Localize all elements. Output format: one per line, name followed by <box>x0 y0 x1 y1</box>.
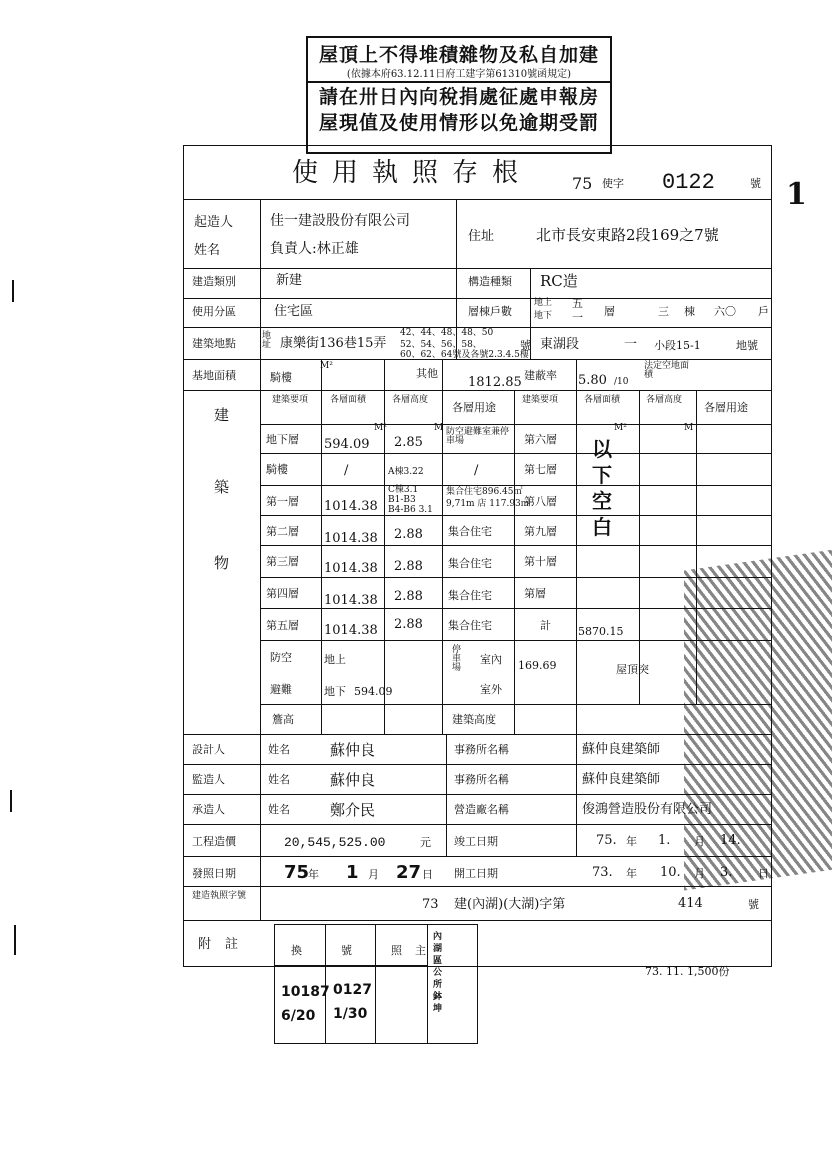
roof-protrusion: 屋頂突 <box>616 663 649 676</box>
floor-height: 2.88 <box>394 617 423 632</box>
col-use: 各層用途 <box>452 401 496 414</box>
year-unit: 年 <box>626 835 637 848</box>
permit-number: 0122 <box>662 170 715 195</box>
notice-line-1: 屋頂上不得堆積雜物及私自加建 <box>318 44 599 66</box>
done-day: 14. <box>720 833 741 848</box>
site-numbers-mid: 52、54、56、58、 <box>400 340 482 350</box>
site-address: 康樂街136巷15弄 <box>280 336 387 351</box>
issue-month-unit: 月 <box>368 868 379 881</box>
stamp-col-2: 號 <box>341 944 352 957</box>
shelter-below-value: 594.09 <box>354 685 393 698</box>
issue-year: 75 <box>284 862 310 883</box>
floor-height: 2.88 <box>394 527 423 542</box>
issue-day: 27 <box>396 862 422 883</box>
building-height: 建築高度 <box>452 713 496 726</box>
floor-c-height: C棟3.1 <box>388 485 419 495</box>
edge-tick <box>12 280 14 302</box>
floor-label: 第一層 <box>266 495 299 508</box>
supervisor-org-label: 事務所名稱 <box>454 773 509 786</box>
site-lot-suffix: 地號 <box>736 339 758 352</box>
shelter-ground: 地上 <box>324 653 346 666</box>
floor-label: 地下層 <box>266 433 299 446</box>
parking-indoor: 室內 <box>480 653 502 666</box>
floor-total: 5870.15 <box>578 625 624 638</box>
start-day-unit: 日 <box>758 867 769 880</box>
floor-use: / <box>474 463 479 478</box>
floor-area: 594.09 <box>324 437 370 452</box>
edge-tick <box>10 790 12 812</box>
floor-height: 2.85 <box>394 435 423 450</box>
shelter-evac: 避難 <box>270 683 292 696</box>
floor-use: 集合住宅 <box>448 619 492 632</box>
stamp-hand-1: 10187 <box>281 984 330 1000</box>
col-height: 各層高度 <box>392 395 429 405</box>
site-numbers-top: 42、44、48、48、50 <box>400 328 494 338</box>
floor-use: 防空避難室兼停車場 <box>446 427 510 446</box>
floor-right-label: 計 <box>540 619 551 632</box>
floor-area: 1014.38 <box>324 593 378 608</box>
issue-day-unit: 日 <box>422 868 433 881</box>
contractor-role: 承造人 <box>192 803 225 816</box>
done-year: 75. <box>596 833 617 848</box>
start-year: 73. <box>592 865 613 880</box>
unit-m: M <box>434 423 444 433</box>
floor-area: 1014.38 <box>324 499 378 514</box>
eave-height: 簷高 <box>272 713 294 726</box>
done-label: 竣工日期 <box>454 835 498 848</box>
permit-form <box>183 145 772 967</box>
contractor-name-label: 姓名 <box>268 803 290 816</box>
permit-ref-suffix: 號 <box>748 898 759 911</box>
floor-use: 集合住宅896.45㎡ <box>446 487 523 497</box>
permit-suffix: 號 <box>750 177 761 190</box>
builder-address: 北市長安東路2段169之7號 <box>536 226 719 244</box>
col-item: 建築要項 <box>272 395 309 405</box>
stamp-seal: 內湖區公所鉢坤 <box>433 932 443 1014</box>
floor-label: 第二層 <box>266 525 299 538</box>
notice-line-2: (依據本府63.12.11日府工建字第61310號函規定) <box>346 69 572 80</box>
start-year-unit: 年 <box>626 867 637 880</box>
supervisor-role: 監造人 <box>192 773 225 786</box>
contractor-name: 鄭介民 <box>330 801 376 819</box>
col-item-2: 建築要項 <box>522 395 559 405</box>
cost-value: 20,545,525.00 <box>284 835 386 850</box>
builder-label: 起造人 <box>194 215 234 230</box>
designer-org: 蘇仲良建築師 <box>582 742 661 757</box>
floor-right-label: 第六層 <box>524 433 557 446</box>
floors-above: 五 <box>572 297 583 310</box>
site-numbers-bot: 60、62、64號及各號2.3.4.5樓 <box>400 350 529 360</box>
floor-b-height: B4-B6 3.1 <box>388 505 433 515</box>
coverage-value: 5.80 <box>578 373 607 388</box>
floor-use: 集合住宅 <box>448 525 492 538</box>
floor-right-label: 第十層 <box>524 555 557 568</box>
notes-label: 附註 <box>198 937 253 952</box>
use-value: 住宅區 <box>274 304 314 319</box>
permit-ref-year: 73 <box>422 897 439 912</box>
permit-year: 75 <box>572 174 593 193</box>
month-unit: 月 <box>694 835 705 848</box>
edge-tick <box>14 925 16 955</box>
form-title: 使用執照存根 <box>292 158 533 188</box>
unit-m: M <box>684 423 694 433</box>
address-label: 住址 <box>468 229 495 244</box>
section-label-3: 物 <box>214 554 230 572</box>
type-label: 建造類別 <box>192 275 236 288</box>
col-area: 各層面積 <box>330 395 367 405</box>
section-label-2: 築 <box>214 478 230 496</box>
stamp-col-4: 主 <box>415 944 426 957</box>
floor-area: 1014.38 <box>324 623 378 638</box>
floor-height: B1-B3 <box>388 495 416 505</box>
shelter-label: 防空 <box>270 651 292 664</box>
floor-right-label: 第八層 <box>524 495 557 508</box>
start-label: 開工日期 <box>454 867 498 880</box>
print-info: 73. 11. 1,500份 <box>645 965 730 978</box>
floor-arcade-note: 9,71m 店 117.93㎡ <box>446 499 530 509</box>
use-label: 使用分區 <box>192 305 236 318</box>
col-area-2: 各層面積 <box>584 395 621 405</box>
floor-use: 集合住宅 <box>448 589 492 602</box>
stamp-hand-2: 0127 <box>333 982 372 998</box>
stamp-col-1: 換 <box>291 944 302 957</box>
col-use-2: 各層用途 <box>704 401 748 414</box>
floor-right-label: 第層 <box>524 587 546 600</box>
renewal-stamp <box>274 924 478 1044</box>
stamp-hand-4: 1/30 <box>333 1006 368 1022</box>
other-label: 其他 <box>416 367 438 380</box>
designer-org-label: 事務所名稱 <box>454 743 509 756</box>
site-section: 一 <box>624 337 638 352</box>
layer-unit: 層 <box>604 305 615 318</box>
floor-use: 集合住宅 <box>448 557 492 570</box>
stamp-hand-3: 6/20 <box>281 1008 316 1024</box>
unit-unit: 戶 <box>758 305 769 318</box>
cost-label: 工程造價 <box>192 835 236 848</box>
shelter-below: 地下 <box>324 685 346 698</box>
coverage-label: 建蔽率 <box>524 369 557 382</box>
area-label: 基地面積 <box>192 369 236 382</box>
floor-height: A棟3.22 <box>388 467 424 477</box>
supervisor-org: 蘇仲良建築師 <box>582 772 661 787</box>
floor-height: 2.88 <box>394 559 423 574</box>
site-district: 東湖段 <box>540 337 580 352</box>
parking-indoor-value: 169.69 <box>518 659 557 672</box>
blank-note: 以下空白 <box>592 437 612 539</box>
edge-mark: 1 <box>786 177 807 212</box>
start-month: 10. <box>660 865 681 880</box>
notice-line-4: 屋現值及使用情形以免逾期受罰 <box>318 112 599 134</box>
coverage-per: /10 <box>614 377 629 387</box>
permit-label: 建造執照字號 <box>192 891 247 901</box>
above-label: 地上 <box>534 298 553 308</box>
designer-name: 蘇仲良 <box>330 741 376 759</box>
site-subsection: 小段15-1 <box>654 339 701 352</box>
col-height-2: 各層高度 <box>646 395 683 405</box>
contractor-org-label: 營造廠名稱 <box>454 803 509 816</box>
bldg-count: 三 <box>658 305 669 318</box>
below-label: 地下 <box>534 311 553 321</box>
struct-label: 構造種類 <box>468 275 512 288</box>
supervisor-name: 蘇仲良 <box>330 771 376 789</box>
type-value: 新建 <box>276 273 303 288</box>
parking-outdoor: 室外 <box>480 683 502 696</box>
issue-month: 1 <box>346 862 359 883</box>
legal-open-label: 法定空地面積 <box>644 361 690 380</box>
issue-label: 發照日期 <box>192 867 236 880</box>
stamp-col-3: 照 <box>391 944 402 957</box>
unit-m2: M² <box>614 423 627 433</box>
unit-m2: M² <box>374 423 387 433</box>
other-value: 1812.85 <box>468 375 522 390</box>
section-label-1: 建 <box>214 406 230 424</box>
floor-label: 第三層 <box>266 555 299 568</box>
floor-right-label: 第七層 <box>524 463 557 476</box>
notice-box <box>306 36 612 154</box>
issue-year-unit: 年 <box>308 868 319 881</box>
start-month-unit: 月 <box>694 867 705 880</box>
permit-ref-number: 414 <box>678 896 703 911</box>
floor-area: 1014.38 <box>324 531 378 546</box>
floor-area: 1014.38 <box>324 561 378 576</box>
builder-rep: 負責人:林正雄 <box>270 241 359 257</box>
done-month: 1. <box>658 833 671 848</box>
builder-name-label: 姓名 <box>194 243 221 258</box>
floor-height: 2.88 <box>394 589 423 604</box>
designer-role: 設計人 <box>192 743 225 756</box>
notice-line-3: 請在卅日內向稅捐處征處申報房 <box>318 86 599 108</box>
struct-value: RC造 <box>540 272 578 290</box>
unit-count: 六〇 <box>714 305 736 318</box>
supervisor-name-label: 姓名 <box>268 773 290 786</box>
floors-label: 層棟戶數 <box>468 305 512 318</box>
start-day: 3. <box>720 865 733 880</box>
floor-label: 第五層 <box>266 619 299 632</box>
area-m2: M² <box>320 361 333 371</box>
floor-right-label: 第九層 <box>524 525 557 538</box>
floor-label: 騎樓 <box>266 463 288 476</box>
cost-unit: 元 <box>420 836 431 849</box>
builder-company: 佳一建設股份有限公司 <box>270 213 410 229</box>
contractor-org: 俊鴻營造股份有限公司 <box>582 802 713 817</box>
permit-ref-text: 建(內湖)(大湖)字第 <box>454 897 566 912</box>
designer-name-label: 姓名 <box>268 743 290 756</box>
parking-label: 停車場 <box>452 645 462 673</box>
permit-prefix: 使字 <box>602 177 624 190</box>
bldg-unit: 棟 <box>684 305 695 318</box>
site-addr-tag: 地址 <box>262 331 272 350</box>
floors-below: 一 <box>572 311 583 324</box>
site-lot-label: 號 <box>520 339 531 352</box>
floor-area: / <box>344 463 349 478</box>
arcade-label: 騎樓 <box>270 371 292 384</box>
floor-label: 第四層 <box>266 587 299 600</box>
site-label: 建築地點 <box>192 337 236 350</box>
